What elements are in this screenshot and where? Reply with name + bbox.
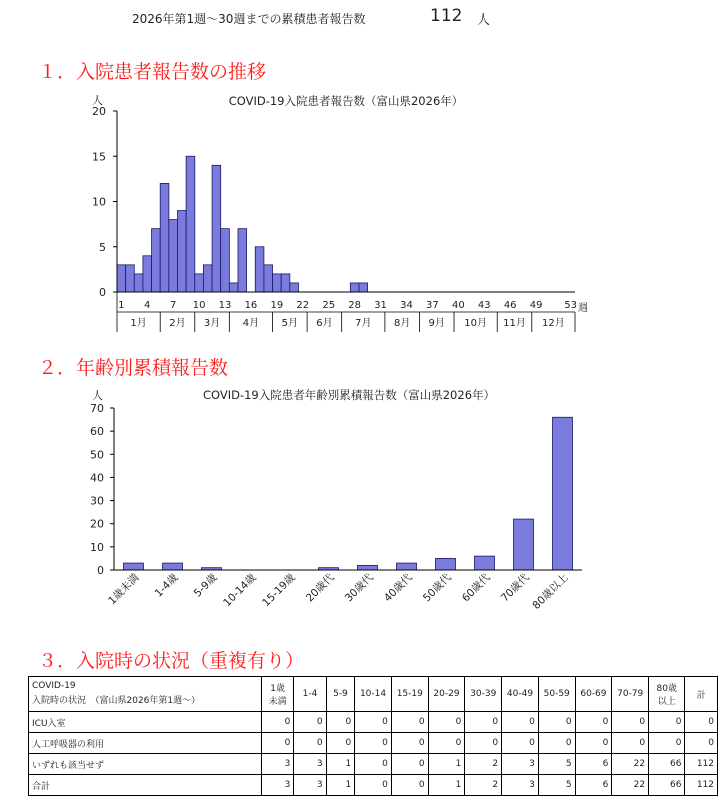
table-cell: 112 (685, 754, 718, 775)
column-header: 5-9 (326, 677, 355, 712)
table-cell: 112 (685, 775, 718, 796)
bar (350, 283, 359, 292)
period-text: 2026年第1週～30週までの累積患者報告数 (132, 12, 366, 26)
y-tick-label: 40 (90, 471, 104, 485)
bar (186, 156, 195, 292)
table-cell: 0 (294, 733, 326, 754)
table-cell: 0 (261, 733, 293, 754)
table-cell: 0 (355, 754, 392, 775)
table-cell: 1 (326, 754, 355, 775)
x-tick-label: 10 (192, 300, 206, 311)
bar (163, 563, 183, 570)
table-cell: 0 (649, 733, 685, 754)
summary-header (0, 0, 718, 34)
x-tick-label: 13 (218, 300, 232, 311)
x-tick-label: 70歳代 (498, 571, 532, 605)
table-cell: 0 (261, 712, 293, 733)
bar (514, 519, 534, 570)
x-tick-label: 4 (144, 300, 151, 311)
table-cell: 0 (391, 712, 428, 733)
bar (221, 229, 230, 292)
month-label: 5月 (281, 318, 299, 329)
table-cell: 3 (294, 754, 326, 775)
y-tick-label: 15 (92, 150, 106, 164)
table-cell: 0 (465, 733, 502, 754)
table-cell: 0 (575, 733, 612, 754)
x-tick-label: 40歳代 (381, 571, 415, 605)
column-header: 70-79 (612, 677, 649, 712)
table-cell: 0 (355, 712, 392, 733)
bar (281, 274, 290, 292)
section-title-age: ２．年齢別累積報告数 (38, 357, 229, 379)
admission-status-table (28, 676, 718, 796)
table-corner-cell (29, 677, 262, 712)
weekly-admissions-chart (0, 86, 718, 342)
bar (436, 558, 456, 570)
x-tick-label: 43 (477, 300, 491, 311)
bar (126, 265, 135, 292)
table-cell: 0 (502, 712, 539, 733)
y-tick-label: 10 (92, 195, 106, 209)
x-tick-label: 15-19歳 (260, 571, 298, 610)
table-cell: 0 (538, 712, 575, 733)
table-cell: 5 (538, 775, 575, 796)
x-tick-label: 7 (169, 300, 177, 311)
table-row (29, 733, 718, 754)
month-label: 7月 (355, 318, 372, 329)
x-tick-label: 22 (296, 300, 310, 311)
table-cell: 0 (612, 712, 649, 733)
y-tick-label: 20 (90, 517, 104, 531)
bar (195, 274, 204, 292)
x-tick-label: 40 (451, 300, 465, 311)
x-tick-label: 46 (503, 300, 517, 311)
x-tick-label: 60歳代 (459, 571, 493, 605)
bar (273, 274, 282, 292)
x-tick-label: 30歳代 (342, 571, 376, 605)
table-cell: 0 (326, 712, 355, 733)
column-header: 40-49 (502, 677, 539, 712)
column-header: 15-19 (391, 677, 428, 712)
bar (177, 211, 186, 292)
table-cell: 1 (428, 754, 465, 775)
bar (290, 283, 299, 292)
bar (212, 165, 221, 292)
row-label: 人工呼吸器の利用 (29, 733, 262, 754)
column-header: 80歳 以上 (649, 677, 685, 712)
table-cell: 3 (261, 775, 293, 796)
table-cell: 0 (538, 733, 575, 754)
month-label: 8月 (393, 318, 411, 329)
age-group-chart (0, 380, 718, 638)
x-tick-label: 34 (400, 300, 413, 311)
table-cell: 0 (355, 775, 392, 796)
table-cell: 3 (502, 775, 539, 796)
table-cell: 66 (649, 754, 685, 775)
section-title-status: ３．入院時の状況（重複有り） (38, 650, 305, 672)
x-tick-label: 25 (322, 300, 336, 311)
table-cell: 3 (502, 754, 539, 775)
table-cell: 0 (649, 712, 685, 733)
table-cell: 1 (326, 775, 355, 796)
y-tick-label: 5 (99, 240, 106, 254)
table-cell: 0 (685, 733, 718, 754)
x-tick-label: 1歳未満 (106, 571, 142, 608)
bar (152, 229, 161, 292)
y-tick-label: 30 (90, 494, 104, 508)
x-tick-label: 80歳以上 (530, 571, 571, 612)
month-label: 11月 (503, 318, 526, 329)
table-cell: 0 (391, 775, 428, 796)
month-label: 12月 (542, 318, 565, 329)
bar (475, 556, 495, 570)
table-cell: 22 (612, 775, 649, 796)
table-cell: 0 (428, 712, 465, 733)
y-tick-label: 0 (99, 286, 106, 299)
table-cell: 0 (612, 733, 649, 754)
bar (169, 220, 178, 292)
x-tick-label: 1-4歳 (152, 571, 181, 600)
chart-title: COVID-19入院患者報告数（富山県2026年） (228, 94, 464, 108)
table-cell: 2 (465, 754, 502, 775)
x-tick-label: 19 (270, 300, 284, 311)
bar (397, 563, 417, 570)
table-corner-line1: COVID-19 (32, 681, 76, 691)
table-cell: 66 (649, 775, 685, 796)
table-row (29, 754, 718, 775)
month-label: 1月 (130, 318, 147, 329)
y-tick-label: 0 (97, 564, 104, 577)
y-tick-label: 60 (90, 425, 104, 439)
table-cell: 6 (575, 775, 612, 796)
column-header: 10-14 (355, 677, 392, 712)
x-tick-label: 31 (374, 300, 387, 311)
column-header: 計 (685, 677, 718, 712)
bar (229, 283, 238, 292)
month-label: 10月 (464, 318, 487, 329)
x-tick-label: 28 (348, 300, 362, 311)
column-header: 60-69 (575, 677, 612, 712)
x-tick-label: 37 (426, 300, 439, 311)
table-cell: 2 (465, 775, 502, 796)
y-tick-label: 70 (90, 402, 104, 415)
table-cell: 5 (538, 754, 575, 775)
y-tick-label: 20 (92, 105, 106, 118)
month-label: 6月 (316, 318, 333, 329)
bar (124, 563, 144, 570)
x-axis-label: 週 (578, 303, 588, 314)
x-tick-label: 10-14歳 (221, 571, 259, 610)
table-row (29, 712, 718, 733)
bar (255, 247, 264, 292)
row-label: 合計 (29, 775, 262, 796)
bar (553, 417, 573, 570)
table-row (29, 775, 718, 796)
x-tick-label: 5-9歳 (191, 571, 220, 600)
x-tick-label: 1 (118, 300, 125, 311)
bar (359, 283, 368, 292)
x-tick-label: 16 (244, 300, 258, 311)
bar (134, 274, 143, 292)
table-cell: 3 (261, 754, 293, 775)
bar (143, 256, 152, 292)
table-cell: 1 (428, 775, 465, 796)
table-cell: 0 (575, 712, 612, 733)
column-header: 20-29 (428, 677, 465, 712)
table-cell: 3 (294, 775, 326, 796)
x-tick-label: 50歳代 (420, 571, 454, 605)
month-label: 2月 (169, 318, 186, 329)
x-tick-label: 49 (529, 300, 543, 311)
table-cell: 0 (326, 733, 355, 754)
month-label: 9月 (428, 318, 445, 329)
column-header: 30-39 (465, 677, 502, 712)
bar (264, 265, 273, 292)
x-tick-label: 53 (564, 300, 578, 311)
total-count: 112 (430, 6, 463, 26)
table-cell: 0 (391, 733, 428, 754)
y-tick-label: 50 (90, 448, 104, 462)
bar (238, 229, 247, 292)
table-corner-line2: 入院時の状況 （富山県2026年第1週～） (32, 696, 201, 706)
section-title-weekly: １．入院患者報告数の推移 (38, 61, 267, 83)
row-label: ICU入室 (29, 712, 262, 733)
table-cell: 0 (391, 754, 428, 775)
table-cell: 22 (612, 754, 649, 775)
table-cell: 0 (294, 712, 326, 733)
bar (358, 565, 378, 570)
column-header: 1歳 未満 (261, 677, 293, 712)
column-header: 1-4 (294, 677, 326, 712)
total-unit: 人 (477, 13, 491, 28)
table-cell: 0 (502, 733, 539, 754)
table-cell: 0 (355, 733, 392, 754)
table-cell: 0 (428, 733, 465, 754)
x-tick-label: 20歳代 (303, 571, 337, 605)
bar (203, 265, 212, 292)
column-header: 50-59 (538, 677, 575, 712)
row-label: いずれも該当せず (29, 754, 262, 775)
table-cell: 0 (465, 712, 502, 733)
table-cell: 0 (685, 712, 718, 733)
table-header-row (29, 677, 718, 712)
month-label: 3月 (203, 318, 221, 329)
y-axis-label: 人 (92, 94, 103, 107)
y-tick-label: 10 (90, 540, 104, 554)
table-cell: 6 (575, 754, 612, 775)
chart-title: COVID-19入院患者年齢別累積報告数（富山県2026年） (202, 388, 496, 402)
month-label: 4月 (242, 318, 260, 329)
bar (117, 265, 126, 292)
bar (160, 183, 169, 292)
y-axis-label: 人 (92, 389, 103, 402)
